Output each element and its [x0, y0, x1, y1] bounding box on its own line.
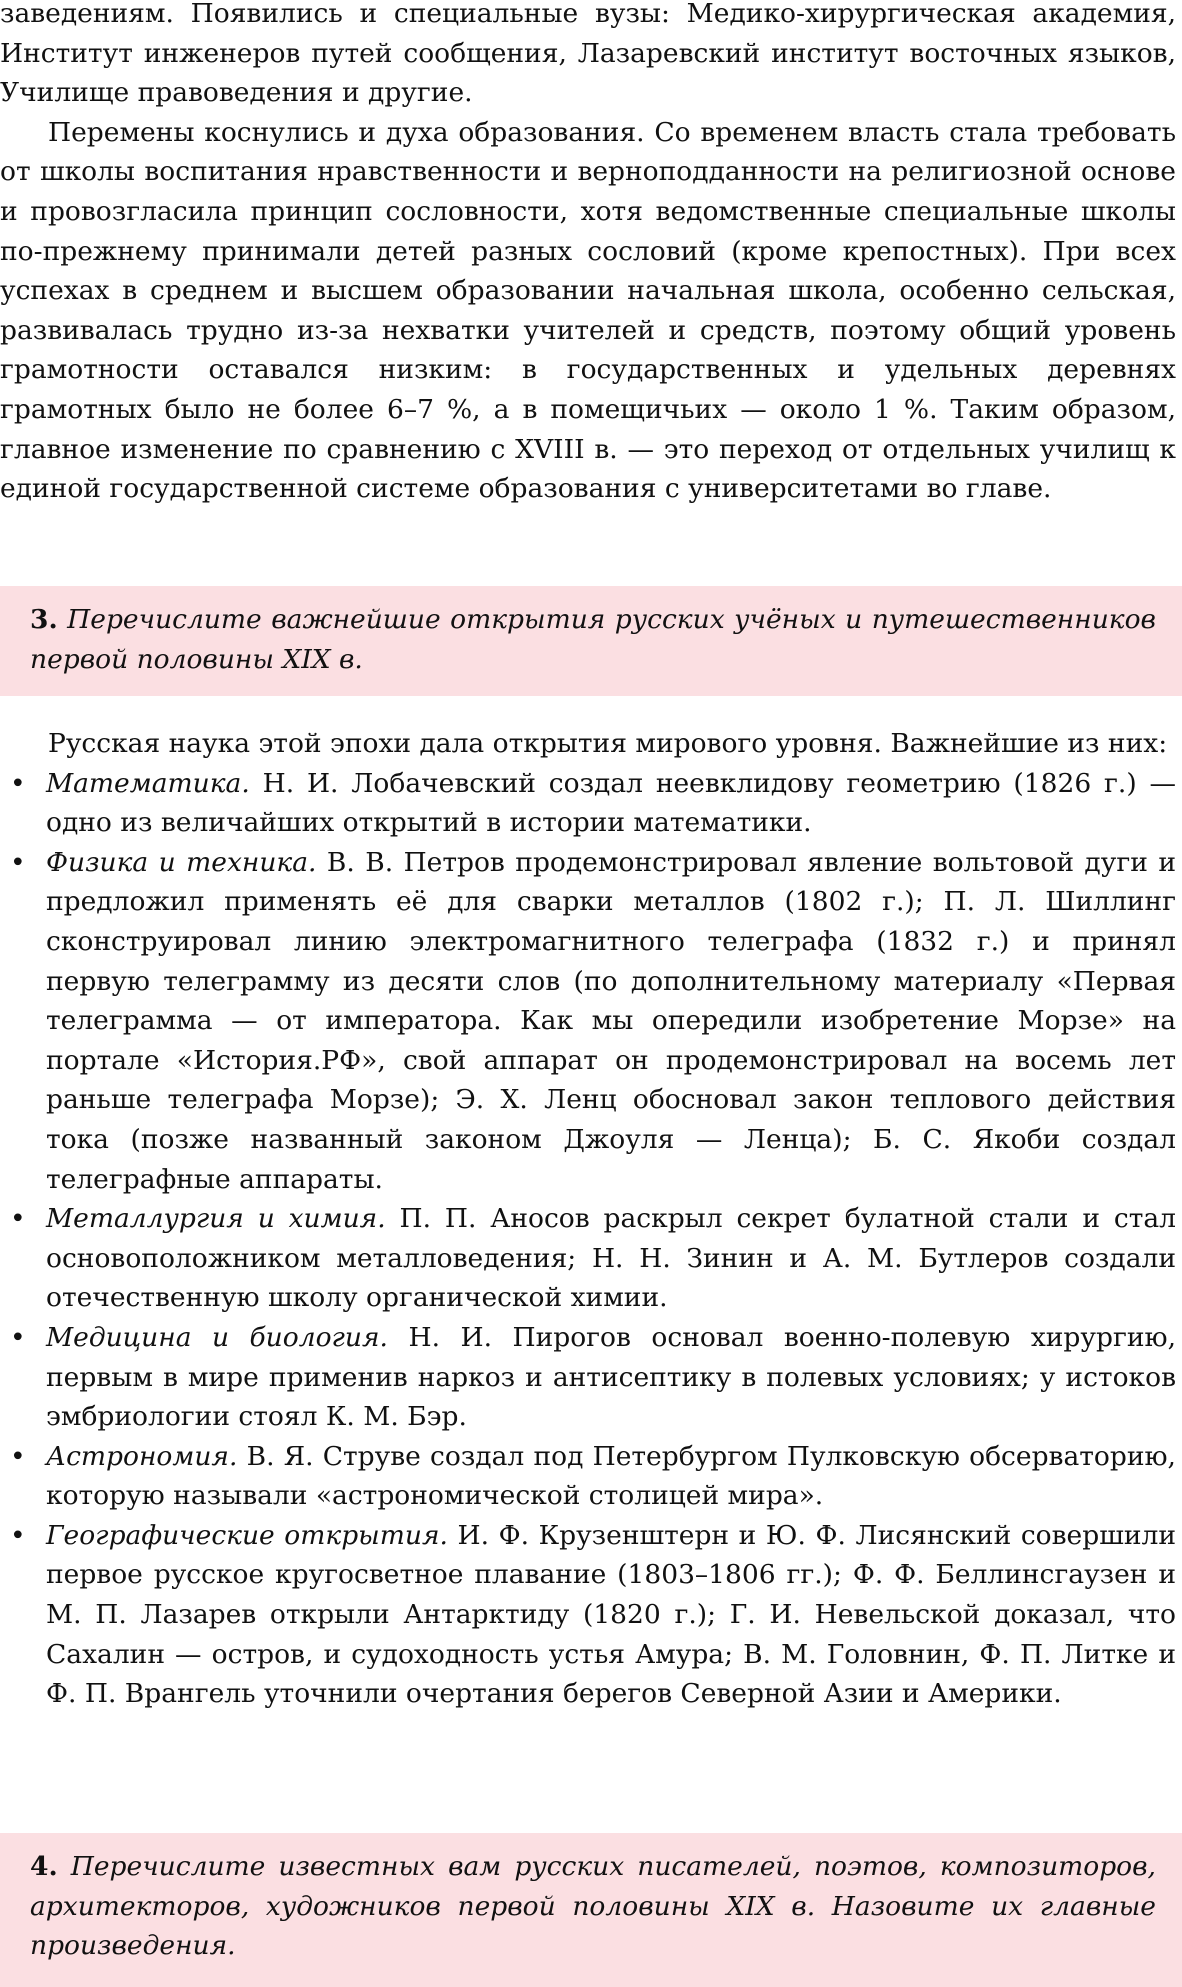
task-3-number: 3.	[30, 604, 58, 635]
bullet-icon: •	[10, 1519, 26, 1551]
bullet-icon: •	[10, 1440, 26, 1472]
task-3-box	[0, 586, 1182, 696]
item-topic: Физика и техника.	[46, 846, 317, 878]
answer-lead: Русская наука этой эпохи дала открытия мирового уровня. Важнейшие из них:	[48, 728, 1168, 759]
task-4-number: 4.	[30, 1851, 58, 1882]
discoveries-list	[0, 764, 1176, 1714]
item-topic: Географические открытия.	[46, 1519, 448, 1551]
item-topic: Астрономия.	[46, 1440, 238, 1472]
item-text: В. В. Петров продемонстрировал явление вольтовой дуги и предложил применять её для сварки металлов (1802 г.); П. Л. Шиллинг сконструировал линию электромагнитного телеграфа (1832 г.) и принял первую телеграмму из десяти слов (по дополнительному материалу «Первая телеграмма — от императора. Как мы опередили изобретение Морзе» на портале «История.РФ», свой аппарат он продемонстрировал на восемь лет раньше телеграфа Морзе); Э. Х. Ленц обосновал закон теплового действия тока (позже названный законом Джоуля — Ленца); Б. С. Якоби создал телеграфные аппараты.	[46, 846, 1176, 1195]
item-topic: Металлургия и химия.	[46, 1203, 386, 1235]
task-3-question	[30, 600, 1156, 679]
list-item	[0, 1437, 1176, 1516]
bullet-icon: •	[10, 767, 26, 799]
bullet-icon: •	[10, 1321, 26, 1353]
task-4-box	[0, 1833, 1182, 1987]
list-item	[0, 843, 1176, 1199]
task-4-question	[30, 1847, 1156, 1966]
bullet-icon: •	[10, 1203, 26, 1235]
intro-paragraph-1: заведениям. Появились и специальные вузы: Медико-хирургическая академия, Институт инженеров путей сообщения, Лазаревский институт восточных языков, Училище правоведения и другие.	[0, 0, 1176, 109]
list-item	[0, 764, 1176, 843]
list-item	[0, 1318, 1176, 1437]
item-text: Н. И. Пирогов основал военно-полевую хирургию, первым в мире применив наркоз и антисептику в полевых условиях; у истоков эмбриологии стоял К. М. Бэр.	[46, 1321, 1176, 1433]
item-text: Н. И. Лобачевский создал неевклидову геометрию (1826 г.) — одно из величайших открытий в истории математики.	[46, 767, 1176, 839]
item-topic: Математика.	[46, 767, 250, 799]
item-text: И. Ф. Крузенштерн и Ю. Ф. Лисянский совершили первое русское кругосветное плавание (1803–1806 гг.); Ф. Ф. Беллинсгаузен и М. П. Лазарев открыли Антарктиду (1820 г.); Г. И. Невельской доказал, что Сахалин — остров, и судоходность устья Амура; В. М. Головнин, Ф. П. Литке и Ф. П. Врангель уточнили очертания берегов Северной Азии и Америки.	[46, 1519, 1176, 1710]
bullet-icon: •	[10, 846, 26, 878]
item-text: В. Я. Струве создал под Петербургом Пулковскую обсерваторию, которую называли «астрономической столицей мира».	[46, 1440, 1176, 1512]
task-3-answer	[0, 724, 1176, 1714]
item-text: П. П. Аносов раскрыл секрет булатной стали и стал основоположником металловедения; Н. Н. Зинин и А. М. Бутлеров создали отечественную школу органической химии.	[46, 1203, 1176, 1314]
intro-section	[0, 0, 1176, 509]
list-item	[0, 1516, 1176, 1714]
list-item	[0, 1199, 1176, 1318]
intro-paragraph-2: Перемены коснулись и духа образования. Со временем власть стала требовать от школы воспитания нравственности и верноподданности на религиозной основе и провозгласила принцип сословности, хотя ведомственные специальные школы по-прежнему принимали детей разных сословий (кроме крепостных). При всех успехах в среднем и высшем образовании начальная школа, особенно сельская, развивалась трудно из-за нехватки учителей и средств, поэтому общий уровень грамотности оставался низким: в государственных и удельных деревнях грамотных было не более 6–7 %, а в помещичьих — около 1 %. Таким образом, главное изменение по сравнению с XVIII в. — это переход от отдельных училищ к единой государственной системе образования с университетами во главе.	[0, 116, 1176, 505]
item-topic: Медицина и биология.	[46, 1321, 388, 1353]
task-4-text: Перечислите известных вам русских писателей, поэтов, композиторов, архитекторов, художников первой половины XIX в. Назовите их главные произведения.	[30, 1851, 1156, 1962]
task-3-text: Перечислите важнейшие открытия русских учёных и путешественников первой половины XIX в.	[30, 604, 1156, 675]
